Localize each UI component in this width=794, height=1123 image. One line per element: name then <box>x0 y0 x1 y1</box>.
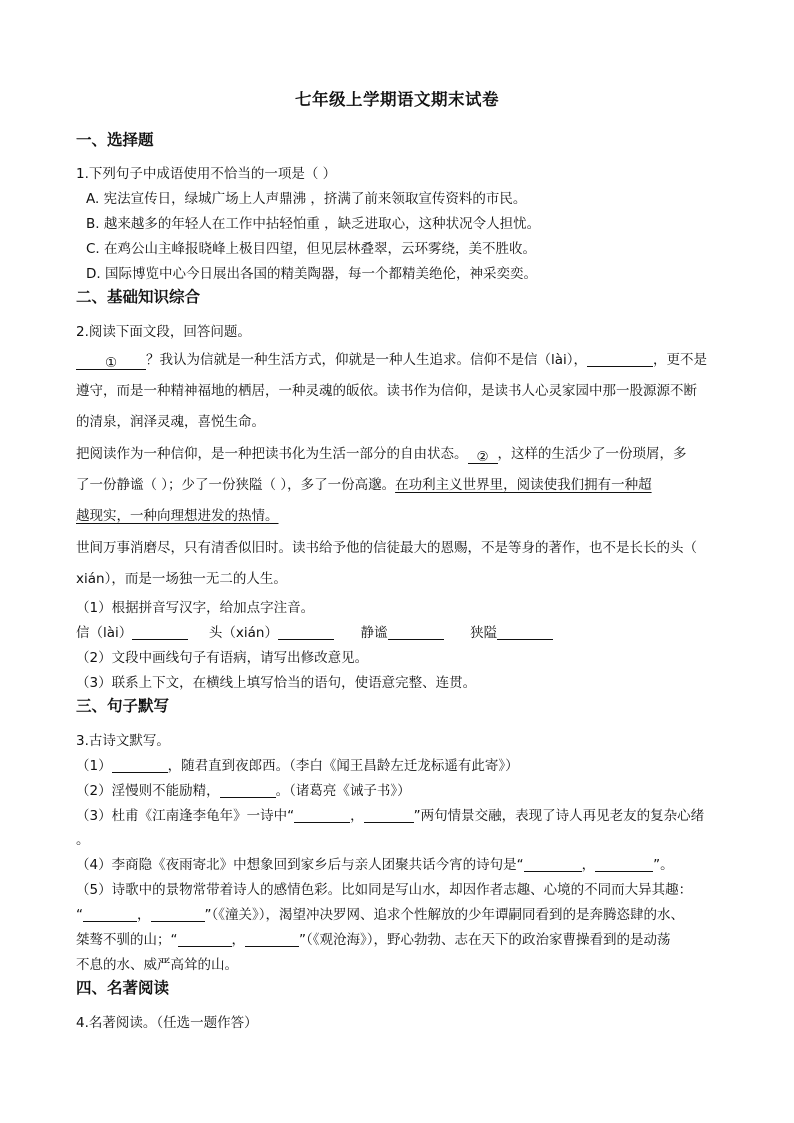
recitation-line-5: （5）诗歌中的景物常带着诗人的感情色彩。比如同是写山水，却因作者志趣、心境的不同而大异其趣： <box>76 882 693 898</box>
recitation-line-2: （2）淫慢则不能励精， 。（诸葛亮《诫子书》） <box>76 783 411 799</box>
sub-question-3: （3）联系上下文，在横线上填写恰当的语句，使语意完整、连贯。 <box>76 675 477 691</box>
fill-row: 信（lài） 头（xián） 静谧 狭隘 <box>76 621 553 641</box>
question-2-stem: 2.阅读下面文段，回答问题。 <box>76 324 251 340</box>
answer-blank-1[interactable] <box>76 355 146 370</box>
section-heading-recitation: 三、句子默写 <box>76 697 170 715</box>
passage-line: ① ？我认为信就是一种生活方式，仰就是一种人生追求。信仰不是信（lài）， ，更不是 <box>76 348 707 370</box>
sub-question-2: （2）文段中画线句子有语病，请写出修改意见。 <box>76 650 369 666</box>
answer-blank-poem-2[interactable] <box>220 783 276 798</box>
answer-blank-2[interactable] <box>468 449 498 464</box>
exam-title: 七年级上学期语文期末试卷 <box>295 90 499 109</box>
recitation-line-1: （1） ，随君直到夜郎西。（李白《闻王昌龄左迁龙标遥有此寄》） <box>76 758 519 774</box>
section-heading-basic: 二、基础知识综合 <box>76 288 201 306</box>
answer-blank-poem-4a[interactable] <box>524 857 582 872</box>
recitation-line-3: （3）杜甫《江南逢李龟年》一诗中“ ， ”两句情景交融，表现了诗人再见老友的复杂心绪 <box>76 808 705 824</box>
answer-blank-poem-4b[interactable] <box>595 857 653 872</box>
recitation-line-3-end: 。 <box>76 832 90 848</box>
answer-blank-xian-char[interactable] <box>278 625 334 640</box>
blank-marker-1: ① <box>104 355 118 371</box>
answer-blank-xiaai[interactable] <box>497 625 553 640</box>
question-1-option-b: B. 越来越多的年轻人在工作中拈轻怕重 ，缺乏进取心，这种状况令人担忧。 <box>86 216 541 232</box>
answer-blank-poem-5b[interactable] <box>151 907 205 922</box>
recitation-line-5d: 不息的水、威严高耸的山。 <box>76 957 238 973</box>
passage-line: 世间万事消磨尽，只有清香似旧时。读书给予他的信徒最大的恩赐，不是等身的著作，也不是长长的头（ <box>76 540 697 556</box>
recitation-line-4: （4）李商隐《夜雨寄北》中想象回到家乡后与亲人团聚共话今宵的诗句是“ ， ”。 <box>76 857 674 873</box>
underlined-sentence: 在功利主义世界里，阅读使我们拥有一种超 <box>395 477 652 493</box>
answer-blank-poem-5d[interactable] <box>245 932 299 947</box>
answer-blank-lai[interactable] <box>587 352 653 367</box>
section-heading-choice: 一、选择题 <box>76 131 154 149</box>
answer-blank-poem-5a[interactable] <box>83 907 137 922</box>
answer-blank-poem-1[interactable] <box>112 758 168 773</box>
question-1-option-c: C. 在鸡公山主峰报晓峰上极目四望，但见层林叠翠，云环雾绕，美不胜收。 <box>86 241 537 257</box>
passage-line: xián），而是一场独一无二的人生。 <box>76 571 287 587</box>
passage-line: 遵守，而是一种精神福地的栖居，一种灵魂的皈依。读书作为信仰，是读书人心灵家园中那一股源源不断 <box>76 383 697 399</box>
passage-line: 的清泉，润泽灵魂，喜悦生命。 <box>76 414 265 430</box>
answer-blank-poem-5c[interactable] <box>178 932 232 947</box>
question-1-stem: 1.下列句子中成语使用不恰当的一项是（ ） <box>76 166 337 182</box>
question-1-option-a: A. 宪法宣传日，绿城广场上人声鼎沸 ，挤满了前来领取宣传资料的市民。 <box>86 191 527 207</box>
question-4-stem: 4.名著阅读。（任选一题作答） <box>76 1015 258 1031</box>
question-1-option-d: D. 国际博览中心今日展出各国的精美陶器，每一个都精美绝伦，神采奕奕。 <box>86 266 537 282</box>
recitation-line-5c: 桀骜不驯的山；“ ， ”（《观沧海》），野心勃勃、志在天下的政治家曹操看到的是动荡 <box>76 932 671 948</box>
passage-line: 了一份静谧（ ）；少了一份狭隘（ ），多了一份高邈。在功利主义世界里，阅读使我们拥有一种超 <box>76 477 652 493</box>
answer-blank-poem-3b[interactable] <box>364 808 414 823</box>
answer-blank-jingmi[interactable] <box>388 625 444 640</box>
sub-question-1: （1）根据拼音写汉字，给加点字注音。 <box>76 600 315 616</box>
recitation-line-5b: “ ， ”（《潼关》），渴望冲决罗网、追求个性解放的少年谭嗣同看到的是奔腾恣肆的水、 <box>76 907 684 923</box>
passage-line: 把阅读作为一种信仰，是一种把读书化为生活一部分的自由状态。 ② ，这样的生活少了一份琐屑，多 <box>76 446 687 465</box>
question-3-stem: 3.古诗文默写。 <box>76 733 170 749</box>
answer-blank-poem-3a[interactable] <box>294 808 350 823</box>
passage-line <box>76 504 279 524</box>
answer-blank-lai-char[interactable] <box>132 625 188 640</box>
blank-marker-2: ② <box>476 449 489 465</box>
underlined-sentence: 越现实，一种向理想进发的热情。 <box>76 508 279 524</box>
section-heading-classics: 四、名著阅读 <box>76 979 170 997</box>
